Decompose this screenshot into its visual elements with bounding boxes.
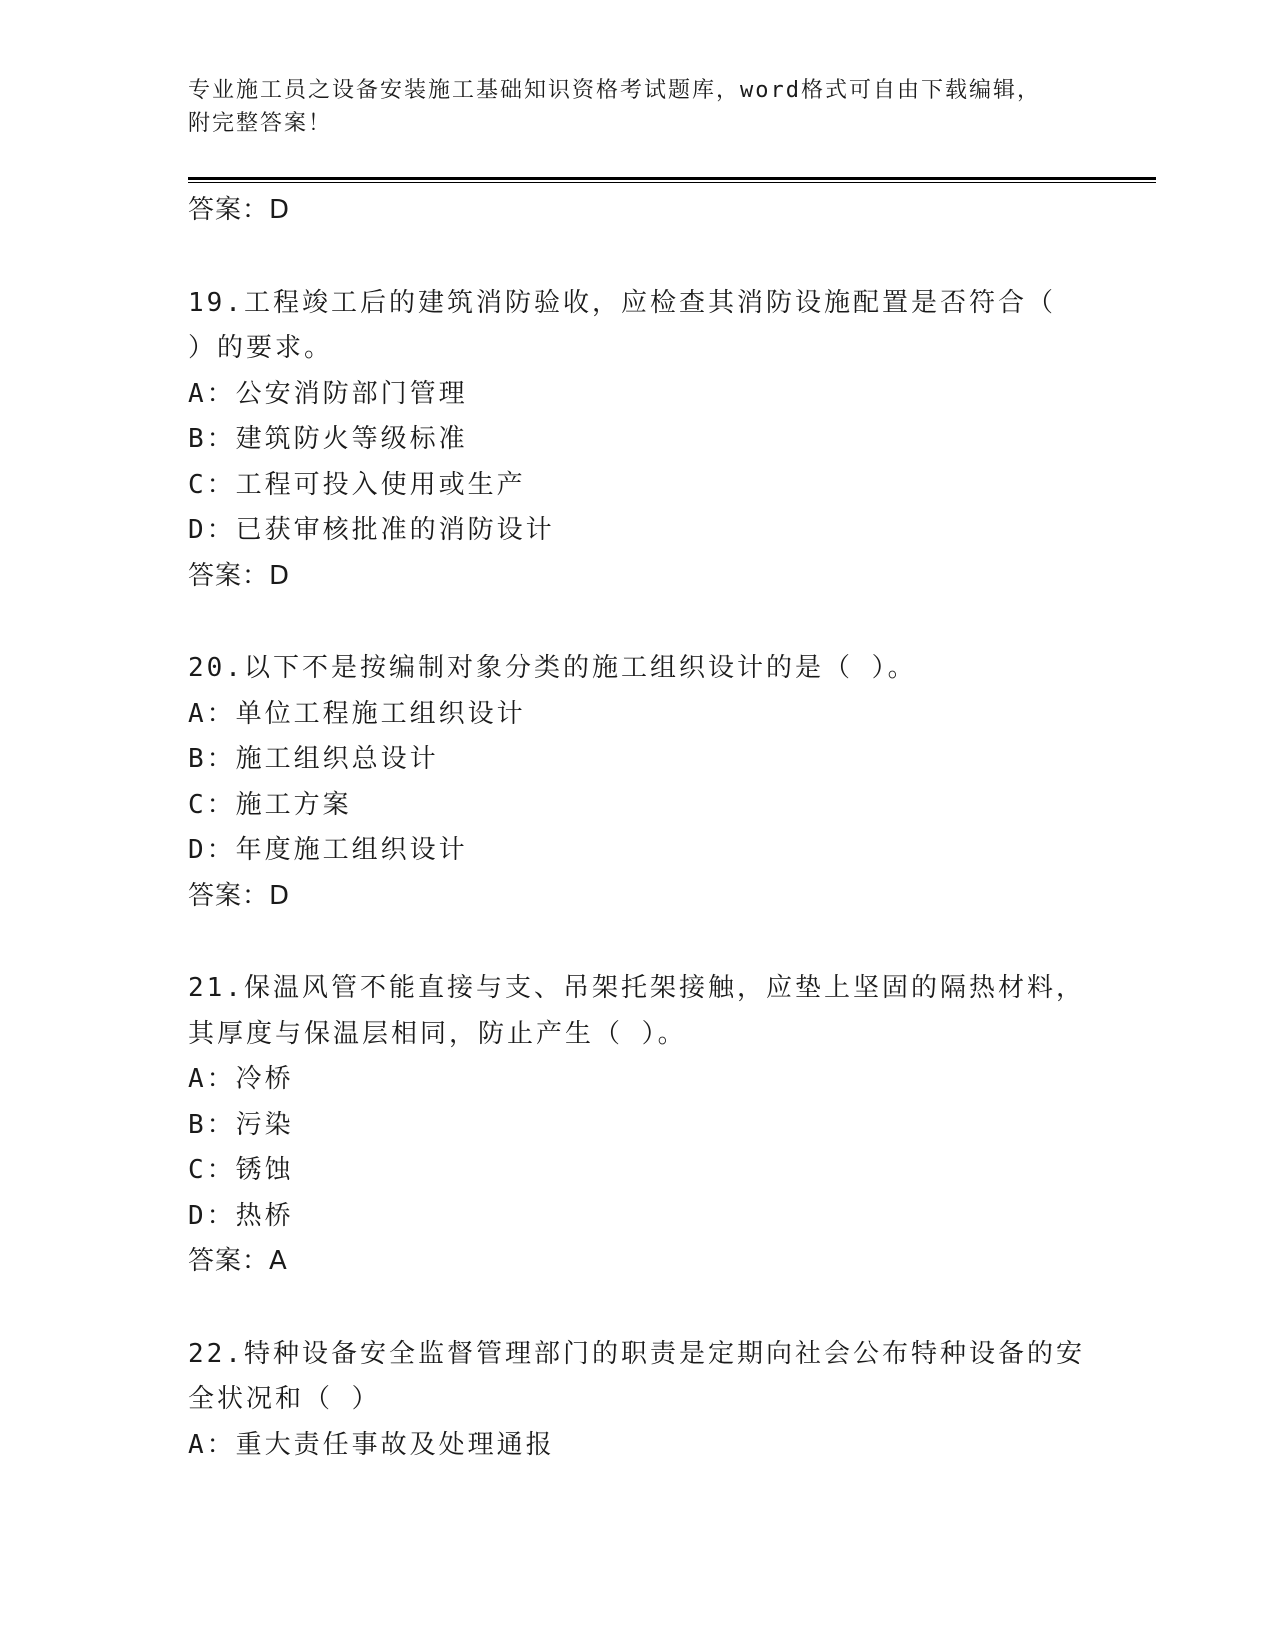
header-line-1: 专业施工员之设备安装施工基础知识资格考试题库，word格式可自由下载编辑， — [188, 78, 1041, 103]
option-c: C：工程可投入使用或生产 — [188, 469, 526, 500]
option-b: B：污染 — [188, 1109, 294, 1140]
option-b: B：施工组织总设计 — [188, 744, 439, 774]
previous-answer: 答案：D — [188, 195, 291, 225]
spacer — [188, 1285, 1088, 1332]
question-answer: 答案：D — [188, 560, 291, 591]
question-stem-line: 全状况和（ ） — [188, 1384, 381, 1414]
spacer — [188, 234, 1088, 281]
question-19 — [188, 281, 1088, 600]
option-d: D：已获审核批准的消防设计 — [188, 515, 555, 545]
option-c: C：锈蚀 — [188, 1155, 294, 1185]
spacer — [188, 599, 1088, 646]
option-a: A：冷桥 — [188, 1064, 294, 1094]
question-stem-line: 22.特种设备安全监督管理部门的职责是定期向社会公布特种设备的安 — [188, 1338, 1085, 1369]
header-rule-thick — [188, 177, 1156, 180]
question-stem-line: ）的要求。 — [188, 333, 334, 363]
spacer — [188, 919, 1088, 966]
question-stem-line: 21.保温风管不能直接与支、吊架托架接触，应垫上坚固的隔热材料， — [188, 973, 1085, 1003]
question-20 — [188, 646, 1088, 919]
question-21 — [188, 966, 1088, 1285]
question-stem-line: 19.工程竣工后的建筑消防验收，应检查其消防设施配置是否符合（ — [188, 287, 1056, 318]
option-d: D：热桥 — [188, 1200, 294, 1231]
header-rule-thin — [188, 182, 1156, 183]
option-a: A：单位工程施工组织设计 — [188, 698, 526, 729]
question-answer: 答案：A — [188, 1246, 288, 1276]
option-c: C：施工方案 — [188, 789, 352, 820]
option-a: A：公安消防部门管理 — [188, 378, 468, 409]
option-a: A：重大责任事故及处理通报 — [188, 1429, 555, 1460]
header-line-2: 附完整答案！ — [188, 111, 333, 136]
option-b: B：建筑防火等级标准 — [188, 424, 468, 454]
question-22 — [188, 1332, 1088, 1469]
document-header — [188, 74, 1088, 140]
question-list — [188, 188, 1088, 1468]
option-d: D：年度施工组织设计 — [188, 835, 468, 865]
question-stem-line: 其厚度与保温层相同，防止产生（ ）。 — [188, 1018, 687, 1049]
question-answer: 答案：D — [188, 880, 291, 911]
question-stem-line: 20.以下不是按编制对象分类的施工组织设计的是（ ）。 — [188, 653, 917, 683]
